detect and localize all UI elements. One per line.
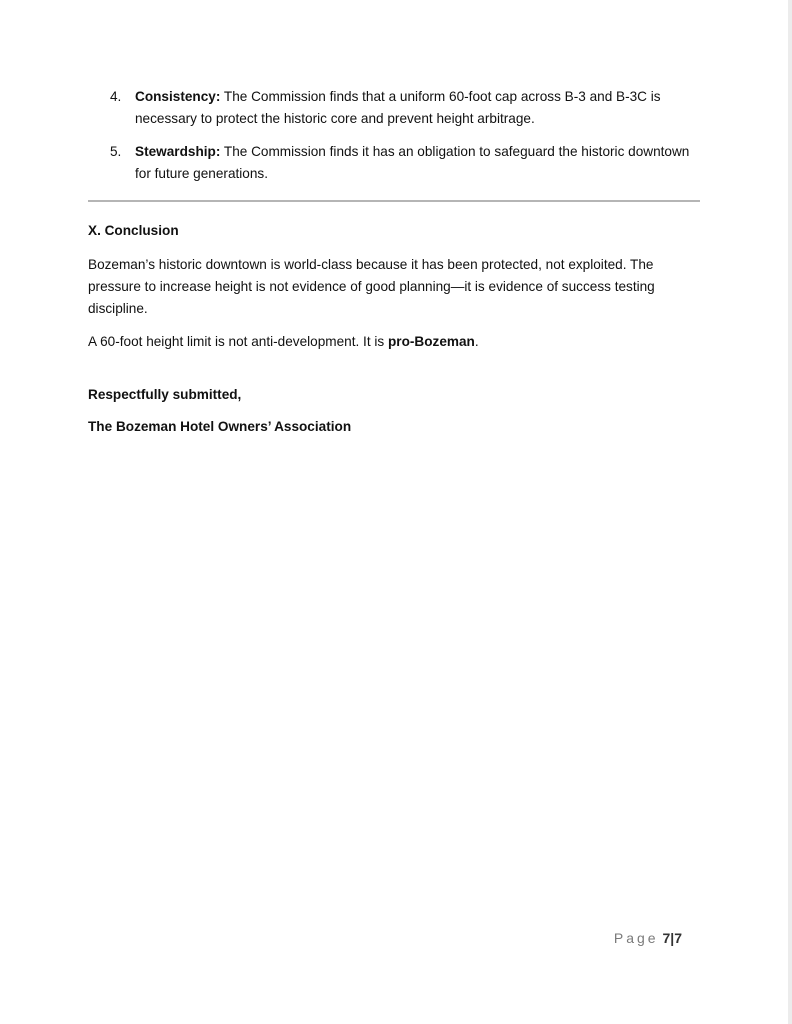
finding-lead: Stewardship: — [135, 144, 221, 159]
statement-text: A 60-foot height limit is not anti-development. It is — [88, 334, 388, 349]
findings-list — [88, 86, 700, 185]
current-page-number: 7 — [662, 930, 671, 946]
total-pages-number: 7 — [674, 930, 682, 946]
finding-item-stewardship — [88, 141, 700, 185]
page-footer — [614, 928, 682, 948]
signature-organization: The Bozeman Hotel Owners’ Association — [88, 419, 352, 434]
finding-text: The Commission finds that a uniform 60-foot cap across B-3 and B-3C is necessary to protect the historic core and prevent height arbitrage. — [135, 89, 661, 126]
statement-end: . — [474, 334, 479, 349]
page-separator: | — [670, 930, 675, 946]
section-heading: X. Conclusion — [88, 223, 179, 238]
finding-number: 4. — [110, 89, 122, 104]
finding-lead: Consistency: — [135, 89, 221, 104]
finding-text: The Commission finds it has an obligation to safeguard the historic downtown for future generations. — [135, 144, 690, 181]
page-label: Page — [613, 930, 659, 946]
document-body — [88, 86, 700, 438]
conclusion-statement — [88, 331, 700, 353]
signature-closing: Respectfully submitted, — [88, 387, 242, 402]
finding-number: 5. — [110, 144, 122, 159]
statement-emphasis: pro-Bozeman — [387, 334, 475, 349]
conclusion-paragraph: Bozeman’s historic downtown is world-class because it has been protected, not exploited. The pressure to increase height is not evidence of good planning—it is evidence of success testing discipline. — [88, 257, 655, 316]
page-edge — [788, 0, 792, 1024]
finding-item-consistency — [88, 86, 700, 130]
section-divider — [88, 200, 700, 202]
